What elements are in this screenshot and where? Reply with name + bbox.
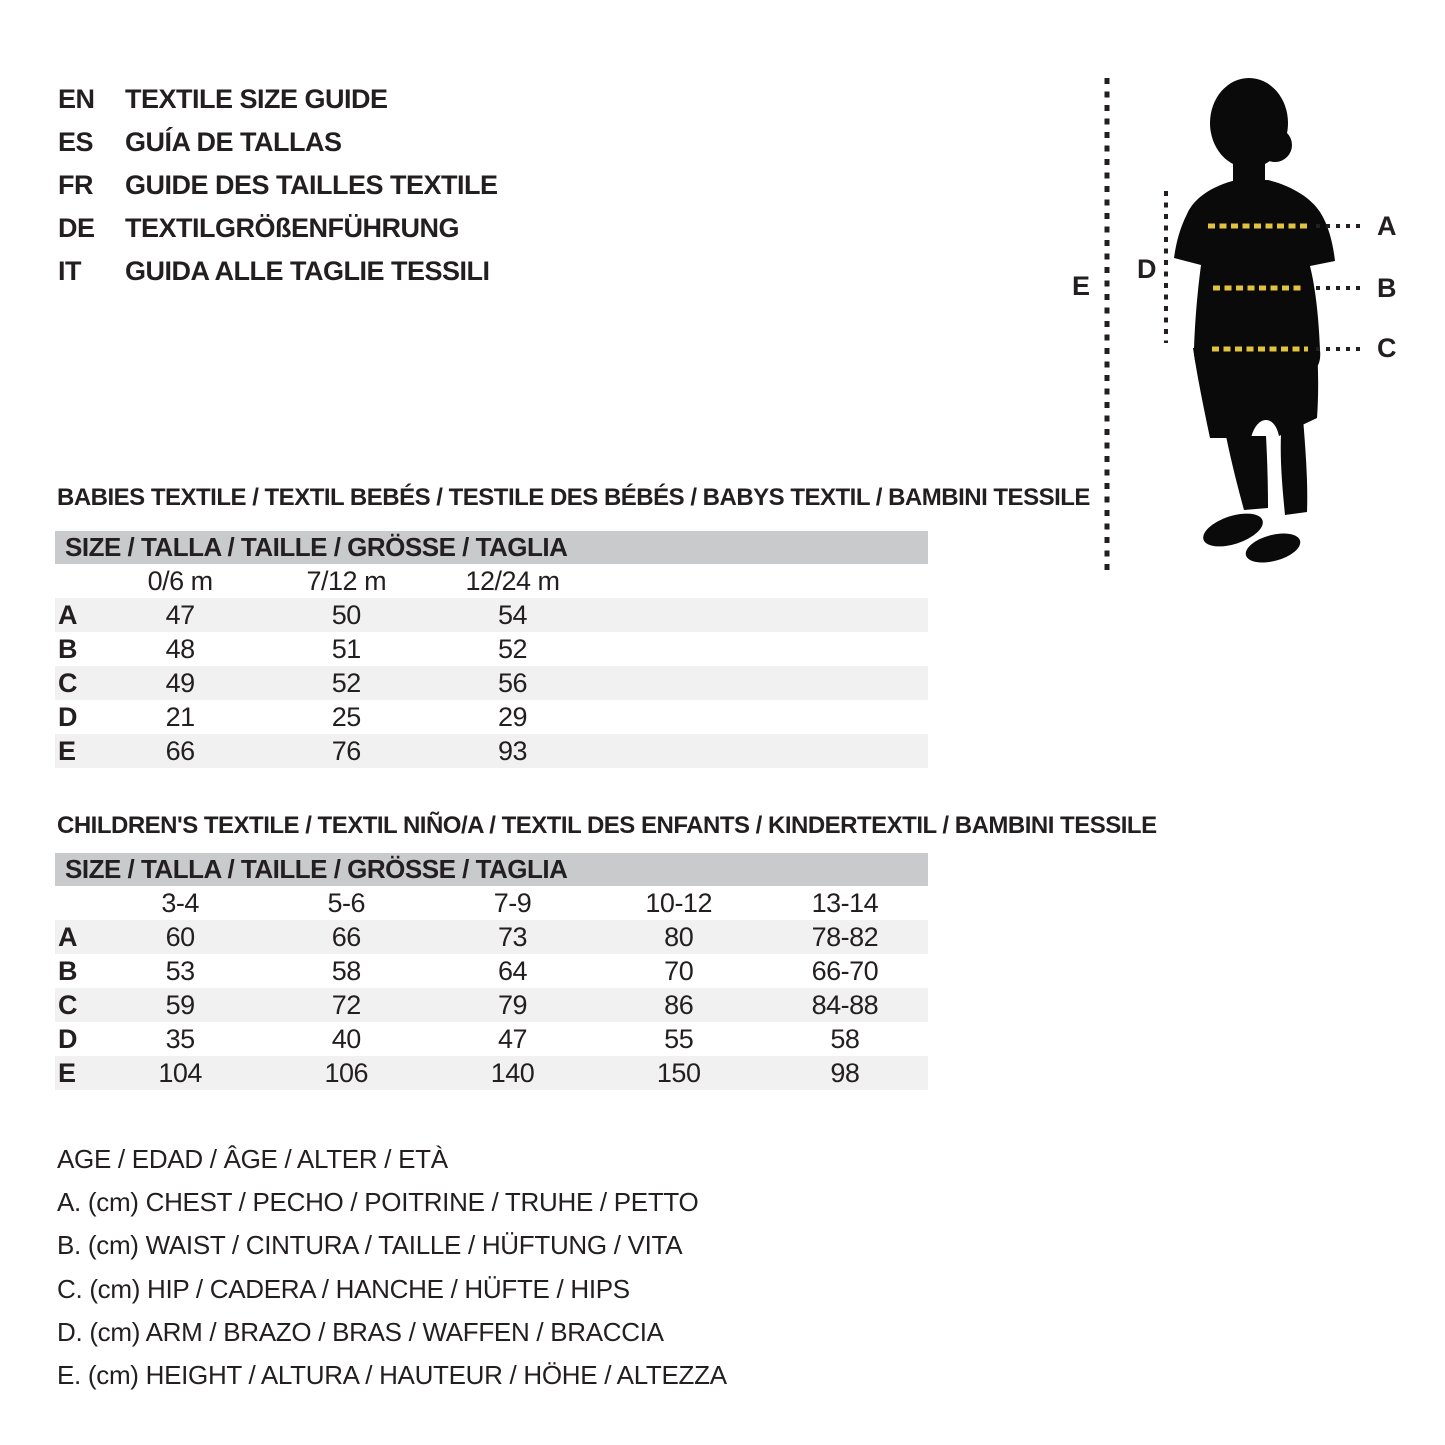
cell-value: 52	[497, 633, 528, 664]
cell-value: 66-70	[811, 955, 879, 986]
size-header-label: SIZE / TALLA / TAILLE / GRÖSSE / TAGLIA	[65, 532, 568, 562]
babies-row-c	[55, 666, 928, 700]
guide-title-de: TEXTILGRÖßENFÜHRUNG	[125, 213, 459, 243]
cell-value: 60	[165, 921, 195, 952]
language-code: ES	[58, 127, 94, 157]
language-row-fr	[58, 164, 498, 207]
children-row-b	[55, 954, 928, 988]
cell-value: 55	[664, 1023, 694, 1054]
legend-line-hip: C. (cm) HIP / CADERA / HANCHE / HÜFTE / HIPS	[57, 1273, 630, 1304]
cell-value: 56	[497, 667, 528, 698]
cell-value: 72	[331, 989, 361, 1020]
cell-value: 70	[664, 955, 694, 986]
babies-row-a	[55, 598, 928, 632]
column-header: 3-4	[161, 887, 199, 918]
language-row-it	[58, 250, 498, 293]
language-code: IT	[58, 256, 81, 286]
guide-title-fr: GUIDE DES TAILLES TEXTILE	[125, 170, 498, 200]
children-column-header-row	[55, 886, 928, 920]
children-size-table	[55, 853, 928, 1090]
cell-value: 51	[331, 633, 361, 664]
row-label: E	[58, 1057, 76, 1088]
legend-line-waist: B. (cm) WAIST / CINTURA / TAILLE / HÜFTUNG / VITA	[57, 1230, 683, 1261]
children-row-d	[55, 1022, 928, 1056]
guide-title-en: TEXTILE SIZE GUIDE	[125, 84, 388, 114]
size-diagram	[1040, 60, 1410, 600]
guide-title-it: GUIDA ALLE TAGLIE TESSILI	[125, 256, 490, 286]
babies-row-b	[55, 632, 928, 666]
column-header: 7-9	[493, 887, 532, 918]
legend-line-chest: A. (cm) CHEST / PECHO / POITRINE / TRUHE / PETTO	[57, 1187, 699, 1218]
language-row-en	[58, 78, 498, 121]
row-label: E	[58, 735, 76, 766]
cell-value: 84-88	[811, 989, 879, 1020]
language-code: DE	[58, 213, 95, 243]
cell-value: 54	[497, 599, 528, 630]
language-code: EN	[58, 84, 95, 114]
cell-value: 150	[656, 1057, 701, 1088]
cell-value: 47	[497, 1023, 528, 1054]
babies-size-header-bar	[55, 531, 928, 564]
column-header: 13-14	[811, 887, 879, 918]
child-silhouette	[1174, 78, 1335, 568]
cell-value: 73	[497, 921, 528, 952]
cell-value: 64	[497, 955, 528, 986]
cell-value: 50	[331, 599, 361, 630]
row-label: D	[58, 1023, 77, 1054]
language-row-es	[58, 121, 498, 164]
cell-value: 79	[497, 989, 528, 1020]
cell-value: 52	[331, 667, 361, 698]
cell-value: 49	[165, 667, 195, 698]
cell-value: 58	[331, 955, 361, 986]
diagram-label-c: C	[1377, 333, 1396, 363]
row-label: B	[58, 633, 77, 664]
column-header: 10-12	[645, 887, 712, 918]
row-label: C	[58, 667, 77, 698]
cell-value: 48	[165, 633, 195, 664]
legend-line-height: E. (cm) HEIGHT / ALTURA / HAUTEUR / HÖHE / ALTEZZA	[57, 1360, 727, 1391]
babies-size-table	[55, 531, 928, 768]
legend-line-arm: D. (cm) ARM / BRAZO / BRAS / WAFFEN / BRACCIA	[57, 1316, 664, 1347]
row-label: C	[58, 989, 77, 1020]
cell-value: 104	[158, 1057, 202, 1088]
diagram-label-e: E	[1072, 271, 1090, 301]
cell-value: 98	[830, 1057, 860, 1088]
column-header: 5-6	[327, 887, 366, 918]
cell-value: 78-82	[811, 921, 879, 952]
row-label: A	[58, 921, 77, 952]
cell-value: 66	[331, 921, 361, 952]
cell-value: 40	[331, 1023, 361, 1054]
cell-value: 76	[331, 735, 361, 766]
cell-value: 93	[497, 735, 528, 766]
legend-line-age: AGE / EDAD / ÂGE / ALTER / ETÀ	[57, 1144, 448, 1174]
babies-row-e	[55, 734, 928, 768]
cell-value: 21	[165, 701, 195, 732]
babies-section-title: BABIES TEXTILE / TEXTIL BEBÉS / TESTILE DES BÉBÉS / BABYS TEXTIL / BAMBINI TESSILE	[57, 484, 1090, 511]
diagram-label-b: B	[1377, 273, 1396, 303]
language-guide-block	[58, 78, 498, 293]
column-header: 12/24 m	[465, 565, 560, 596]
cell-value: 106	[324, 1057, 369, 1088]
cell-value: 140	[490, 1057, 535, 1088]
language-row-de	[58, 207, 498, 250]
column-header: 7/12 m	[306, 565, 387, 596]
cell-value: 53	[165, 955, 195, 986]
diagram-label-a: A	[1377, 211, 1396, 241]
measurement-legend	[57, 1138, 727, 1397]
size-header-label: SIZE / TALLA / TAILLE / GRÖSSE / TAGLIA	[65, 854, 568, 884]
cell-value: 35	[165, 1023, 195, 1054]
cell-value: 58	[830, 1023, 860, 1054]
children-row-e	[55, 1056, 928, 1090]
children-row-c	[55, 988, 928, 1022]
cell-value: 47	[165, 599, 195, 630]
row-label: B	[58, 955, 77, 986]
diagram-label-d: D	[1137, 254, 1156, 284]
cell-value: 66	[165, 735, 195, 766]
cell-value: 25	[331, 701, 361, 732]
cell-value: 86	[664, 989, 694, 1020]
row-label: A	[58, 599, 77, 630]
row-label: D	[58, 701, 77, 732]
guide-title-es: GUÍA DE TALLAS	[125, 127, 342, 157]
children-size-header-bar	[55, 853, 928, 886]
children-section-title: CHILDREN'S TEXTILE / TEXTIL NIÑO/A / TEXTIL DES ENFANTS / KINDERTEXTIL / BAMBINI TESSILE	[57, 812, 1157, 839]
babies-column-header-row	[55, 564, 928, 598]
column-header: 0/6 m	[147, 565, 213, 596]
cell-value: 29	[497, 701, 528, 732]
cell-value: 59	[165, 989, 195, 1020]
cell-value: 80	[664, 921, 694, 952]
language-code: FR	[58, 170, 93, 200]
babies-row-d	[55, 700, 928, 734]
children-row-a	[55, 920, 928, 954]
